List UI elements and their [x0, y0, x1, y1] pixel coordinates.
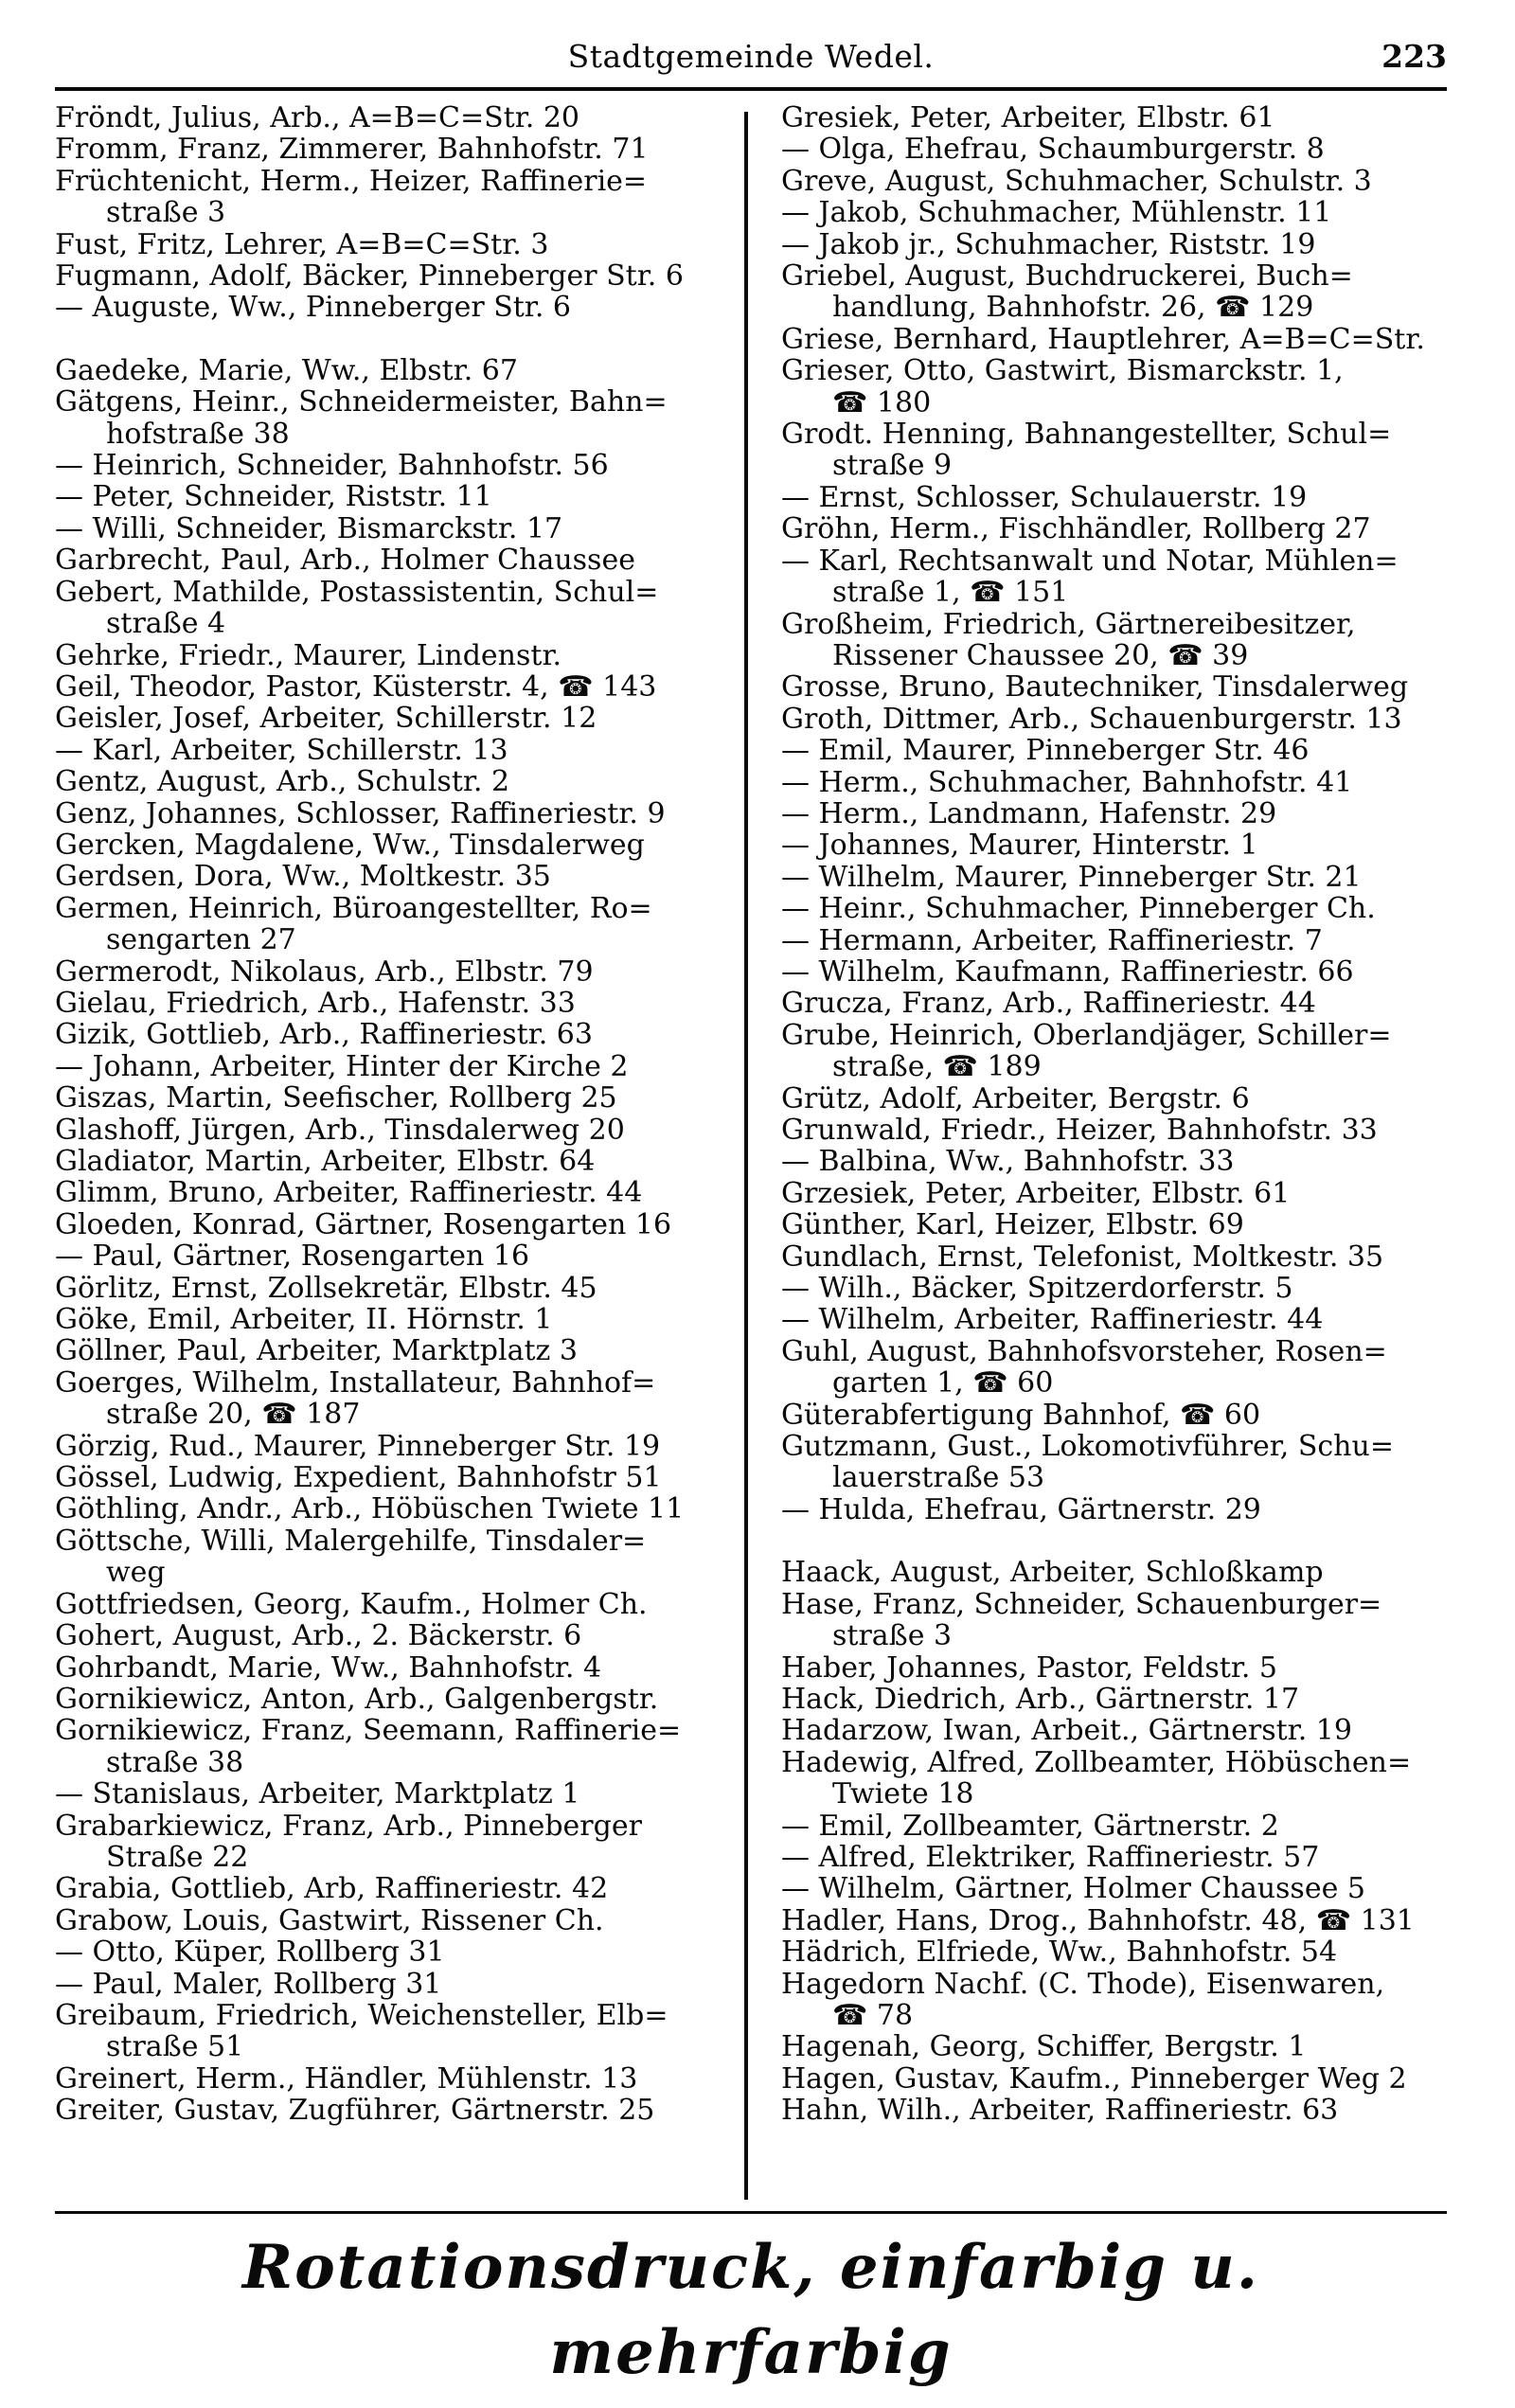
directory-entry [781, 704, 1482, 735]
entry-text: — Wilhelm, Arbeiter, Raffineriestr. 44 [781, 1303, 1324, 1337]
entry-text: Hadler, Hans, Drog., Bahnhofstr. 48, ☎ 131 [781, 1903, 1415, 1937]
entry-continuation: straße 3 [832, 1619, 953, 1653]
entry-text: Göthling, Andr., Arb., Höbüschen Twiete 11 [55, 1492, 685, 1526]
entry-text: — Hermann, Arbeiter, Raffineriestr. 7 [781, 923, 1323, 957]
entry-continuation: ☎ 180 [832, 385, 932, 419]
entry-text: — Auguste, Ww., Pinneberger Str. 6 [55, 291, 572, 325]
directory-entry [55, 829, 756, 861]
directory-entry [781, 2063, 1482, 2095]
directory-entry [55, 1273, 756, 1304]
entry-continuation: garten 1, ☎ 60 [832, 1366, 1054, 1400]
entry-text: Grabow, Louis, Gastwirt, Rissener Ch. [55, 1903, 604, 1937]
directory-entry [55, 1936, 756, 1968]
entry-text: Gladiator, Martin, Arbeiter, Elbstr. 64 [55, 1145, 596, 1178]
entry-text: Gätgens, Heinr., Schneidermeister, Bahn= [55, 385, 668, 419]
left-column [55, 102, 756, 2127]
entry-text: Fugmann, Adolf, Bäcker, Pinneberger Str. 6 [55, 259, 684, 294]
entry-text: Grabarkiewicz, Franz, Arb., Pinneberger [55, 1809, 642, 1843]
entry-text: Gohrbandt, Marie, Ww., Bahnhofstr. 4 [55, 1650, 602, 1685]
directory-entry [55, 1652, 756, 1684]
directory-entry [55, 2063, 756, 2095]
directory-entry [55, 1335, 756, 1366]
directory-entry [781, 419, 1482, 482]
directory-entry [55, 1431, 756, 1462]
directory-entry [55, 134, 756, 165]
directory-entry [55, 988, 756, 1019]
entry-text: Gornikiewicz, Anton, Arb., Galgenbergstr. [55, 1682, 659, 1716]
entry-text: Gentz, August, Arb., Schulstr. 2 [55, 765, 510, 799]
directory-entry [781, 260, 1482, 324]
directory-entry [781, 1842, 1482, 1873]
directory-entry [781, 324, 1482, 355]
entry-text: Griese, Bernhard, Hauptlehrer, A=B=C=Str. [781, 322, 1425, 356]
entry-text: Gercken, Magdalene, Ww., Tinsdalerweg [55, 828, 645, 862]
directory-entry [55, 956, 756, 988]
entry-text: Günther, Karl, Heizer, Elbstr. 69 [781, 1208, 1244, 1242]
directory-entry [781, 1209, 1482, 1240]
entry-continuation: straße 20, ☎ 187 [106, 1398, 361, 1432]
entry-text: Geil, Theodor, Pastor, Küsterstr. 4, ☎ 143 [55, 669, 657, 704]
entry-text: Grosse, Bruno, Bautechniker, Tinsdalerweg [781, 670, 1409, 705]
entry-text: — Emil, Zollbeamter, Gärtnerstr. 2 [781, 1809, 1279, 1843]
directory-entry [781, 1747, 1482, 1810]
directory-entry [781, 609, 1482, 672]
entry-text: — Wilhelm, Maurer, Pinneberger Str. 21 [781, 860, 1362, 894]
entry-text: — Johann, Arbeiter, Hinter der Kirche 2 [55, 1049, 629, 1083]
directory-entry [781, 862, 1482, 893]
right-column [781, 102, 1482, 2127]
entry-text: Fromm, Franz, Zimmerer, Bahnhofstr. 71 [55, 133, 649, 167]
entry-text: Gehrke, Friedr., Maurer, Lindenstr. [55, 638, 562, 672]
directory-entry [781, 767, 1482, 798]
entry-text: Göllner, Paul, Arbeiter, Marktplatz 3 [55, 1334, 578, 1368]
entry-text: — Wilhelm, Kaufmann, Raffineriestr. 66 [781, 954, 1354, 989]
entry-text: Güterabfertigung Bahnhof, ☎ 60 [781, 1398, 1261, 1432]
directory-entry [55, 102, 756, 134]
directory-entry [781, 513, 1482, 544]
entry-text: Hädrich, Elfriede, Ww., Bahnhofstr. 54 [781, 1935, 1338, 1970]
directory-entry [55, 703, 756, 734]
entry-text: — Stanislaus, Arbeiter, Marktplatz 1 [55, 1777, 580, 1811]
entry-text: Gottfriedsen, Georg, Kaufm., Holmer Ch. [55, 1587, 648, 1621]
entry-text: Hahn, Wilh., Arbeiter, Raffineriestr. 63 [781, 2094, 1339, 2128]
directory-entry [55, 861, 756, 892]
entry-text: — Jakob jr., Schuhmacher, Riststr. 19 [781, 227, 1316, 261]
column-divider [744, 112, 748, 2200]
entry-text: Guhl, August, Bahnhofsvorsteher, Rosen= [781, 1334, 1387, 1368]
directory-entry [781, 1873, 1482, 1904]
entry-text: — Otto, Küper, Rollberg 31 [55, 1935, 445, 1970]
entry-text: — Heinr., Schuhmacher, Pinneberger Ch. [781, 892, 1376, 926]
directory-entry [781, 482, 1482, 513]
entry-continuation: Rissener Chaussee 20, ☎ 39 [832, 638, 1249, 672]
directory-entry [781, 1936, 1482, 1968]
entry-continuation: hofstraße 38 [106, 417, 290, 451]
entry-text: Hadarzow, Iwan, Arbeit., Gärtnerstr. 19 [781, 1714, 1352, 1748]
entry-text: Gerdsen, Dora, Ww., Moltkestr. 35 [55, 860, 551, 894]
directory-entry [55, 1209, 756, 1240]
directory-entry [55, 292, 756, 323]
directory-entry [55, 577, 756, 640]
entry-text: — Hulda, Ehefrau, Gärtnerstr. 29 [781, 1492, 1261, 1526]
entry-continuation: Straße 22 [106, 1840, 249, 1874]
entry-text: Greve, August, Schuhmacher, Schulstr. 3 [781, 164, 1372, 198]
entry-text: Hase, Franz, Schneider, Schauenburger= [781, 1587, 1382, 1621]
directory-entry [781, 1431, 1482, 1494]
entry-text: — Balbina, Ww., Bahnhofstr. 33 [781, 1145, 1235, 1179]
directory-entry [781, 1684, 1482, 1715]
directory-entry [55, 1177, 756, 1208]
entry-text: Hagedorn Nachf. (C. Thode), Eisenwaren, [781, 1967, 1385, 2001]
directory-entry [781, 988, 1482, 1019]
entry-text: Gutzmann, Gust., Lokomotivführer, Schu= [781, 1430, 1394, 1464]
entry-text: Gröhn, Herm., Fischhändler, Rollberg 27 [781, 512, 1371, 546]
directory-entry [781, 1905, 1482, 1936]
entry-continuation: straße 3 [106, 196, 226, 230]
directory-entry [781, 1083, 1482, 1115]
entry-text: — Heinrich, Schneider, Bahnhofstr. 56 [55, 449, 609, 483]
entry-text: — Wilh., Bäcker, Spitzerdorferstr. 5 [781, 1272, 1293, 1306]
directory-entry [781, 1241, 1482, 1273]
directory-entry [781, 925, 1482, 956]
directory-entry [781, 1715, 1482, 1746]
entry-text: Grunwald, Friedr., Heizer, Bahnhofstr. 33 [781, 1114, 1378, 1147]
entry-text: Glimm, Bruno, Arbeiter, Raffineriestr. 44 [55, 1176, 643, 1210]
entry-text: Giszas, Martin, Seefischer, Rollberg 25 [55, 1081, 617, 1115]
directory-entry [55, 640, 756, 671]
entry-text: — Olga, Ehefrau, Schaumburgerstr. 8 [781, 133, 1325, 167]
entry-text: Göke, Emil, Arbeiter, II. Hörnstr. 1 [55, 1303, 553, 1337]
entry-text: Goerges, Wilhelm, Installateur, Bahnhof= [55, 1365, 656, 1400]
entry-continuation: ☎ 78 [832, 1998, 914, 2032]
entry-text: Groth, Dittmer, Arb., Schauenburgerstr. 13 [781, 702, 1402, 736]
directory-entry [55, 1493, 756, 1525]
entry-text: Grütz, Adolf, Arbeiter, Bergstr. 6 [781, 1081, 1250, 1115]
page-header [55, 38, 1447, 83]
directory-entry [55, 1873, 756, 1904]
entry-continuation: straße 38 [106, 1745, 244, 1779]
directory-entry [781, 1020, 1482, 1083]
entry-text: Gielau, Friedrich, Arb., Hafenstr. 33 [55, 986, 576, 1020]
directory-entry [781, 102, 1482, 134]
entry-text: Gohert, August, Arb., 2. Bäckerstr. 6 [55, 1619, 582, 1653]
entry-text: — Ernst, Schlosser, Schulauerstr. 19 [781, 480, 1308, 514]
entry-text: Früchtenicht, Herm., Heizer, Raffinerie= [55, 164, 648, 198]
entry-text: Gaedeke, Marie, Ww., Elbstr. 67 [55, 353, 518, 387]
directory-entry [55, 2095, 756, 2126]
page-number: 223 [1381, 38, 1447, 75]
entry-continuation: straße 51 [106, 2030, 244, 2064]
entry-text: Grucza, Franz, Arb., Raffineriestr. 44 [781, 987, 1316, 1021]
directory-entry [781, 134, 1482, 165]
directory-entry [55, 1051, 756, 1082]
directory-entry [55, 386, 756, 450]
directory-entry [55, 1367, 756, 1431]
entry-text: Hack, Diedrich, Arb., Gärtnerstr. 17 [781, 1682, 1300, 1716]
directory-entry [55, 1589, 756, 1620]
page-title: Stadtgemeinde Wedel. [567, 38, 935, 75]
entry-text: — Herm., Landmann, Hafenstr. 29 [781, 796, 1277, 830]
directory-entry [781, 1146, 1482, 1177]
entry-text: Hadewig, Alfred, Zollbeamter, Höbüschen= [781, 1745, 1412, 1779]
entry-text: — Wilhelm, Gärtner, Holmer Chaussee 5 [781, 1872, 1365, 1906]
directory-entry [55, 735, 756, 766]
directory-entry [781, 1273, 1482, 1304]
directory-entry [55, 513, 756, 544]
entry-text: Görzig, Rud., Maurer, Pinneberger Str. 19 [55, 1429, 661, 1463]
directory-entry [55, 450, 756, 481]
directory-entry [781, 671, 1482, 703]
directory-entry [55, 355, 756, 386]
footer-rule [55, 2211, 1447, 2214]
directory-entry [781, 1304, 1482, 1335]
entry-continuation: straße 9 [832, 449, 953, 483]
header-rule [55, 87, 1447, 91]
entry-text: Großheim, Friedrich, Gärtnereibesitzer, [781, 607, 1356, 641]
entry-text: Greiter, Gustav, Zugführer, Gärtnerstr. 25 [55, 2094, 655, 2128]
entry-text: Hagen, Gustav, Kaufm., Pinneberger Weg 2 [781, 2061, 1407, 2096]
directory-entry [55, 1019, 756, 1050]
directory-entry [55, 1684, 756, 1715]
entry-text: Glashoff, Jürgen, Arb., Tinsdalerweg 20 [55, 1113, 625, 1147]
directory-entry [781, 166, 1482, 197]
directory-entry [781, 197, 1482, 228]
entry-text: — Emil, Maurer, Pinneberger Str. 46 [781, 734, 1310, 768]
directory-entry [781, 1969, 1482, 2032]
entry-continuation: weg [106, 1556, 166, 1590]
entry-text: Hagenah, Georg, Schiffer, Bergstr. 1 [781, 2030, 1307, 2064]
directory-entry [781, 956, 1482, 988]
entry-text: — Jakob, Schuhmacher, Mühlenstr. 11 [781, 196, 1332, 230]
directory-entry [781, 1810, 1482, 1842]
entry-text: Haber, Johannes, Pastor, Feldstr. 5 [781, 1650, 1278, 1685]
entry-text: Gresiek, Peter, Arbeiter, Elbstr. 61 [781, 101, 1275, 134]
entry-text: Gizik, Gottlieb, Arb., Raffineriestr. 63 [55, 1018, 593, 1052]
section-gap [55, 324, 756, 355]
directory-entry [55, 798, 756, 829]
entry-text: Geisler, Josef, Arbeiter, Schillerstr. 12 [55, 702, 597, 736]
directory-entry [55, 544, 756, 576]
entry-text: Grzesiek, Peter, Arbeiter, Elbstr. 61 [781, 1176, 1291, 1210]
directory-entry [55, 229, 756, 260]
entry-text: Fust, Fritz, Lehrer, A=B=C=Str. 3 [55, 227, 549, 261]
entry-text: — Karl, Rechtsanwalt und Notar, Mühlen= [781, 544, 1399, 578]
entry-text: Gundlach, Ernst, Telefonist, Moltkestr. 35 [781, 1240, 1384, 1274]
entry-continuation: straße 4 [106, 607, 226, 641]
directory-entry [781, 355, 1482, 419]
entry-text: Germen, Heinrich, Büroangestellter, Ro= [55, 891, 652, 925]
directory-entry [781, 1652, 1482, 1684]
entry-text: Görlitz, Ernst, Zollsekretär, Elbstr. 45 [55, 1271, 597, 1305]
directory-entry [55, 766, 756, 797]
footer-advertisement: Rotationsdruck, einfarbig u. mehrfarbig [241, 2232, 1260, 2388]
directory-entry [781, 545, 1482, 609]
directory-entry [55, 166, 756, 229]
entry-continuation: straße 1, ☎ 151 [832, 576, 1069, 610]
entry-text: Gebert, Mathilde, Postassistentin, Schul= [55, 575, 659, 609]
entry-text: — Willi, Schneider, Bismarckstr. 17 [55, 511, 563, 545]
directory-entry [781, 1494, 1482, 1525]
directory-entry [781, 1400, 1482, 1431]
entry-text: Germerodt, Nikolaus, Arb., Elbstr. 79 [55, 954, 594, 989]
entry-text: — Paul, Maler, Rollberg 31 [55, 1967, 442, 2001]
entry-continuation: handlung, Bahnhofstr. 26, ☎ 129 [832, 291, 1314, 325]
directory-entry [55, 1905, 756, 1936]
directory-entry [55, 1778, 756, 1810]
entry-text: Haack, August, Arbeiter, Schloßkamp [781, 1556, 1324, 1590]
directory-entry [781, 2031, 1482, 2062]
entry-text: Greibaum, Friedrich, Weichensteller, Elb= [55, 1998, 668, 2032]
directory-entry [55, 893, 756, 956]
entry-text: Göttsche, Willi, Malergehilfe, Tinsdaler= [55, 1524, 647, 1558]
entry-continuation: Twiete 18 [832, 1777, 974, 1811]
entry-text: — Peter, Schneider, Riststr. 11 [55, 480, 492, 514]
entry-text: Grodt. Henning, Bahnangestellter, Schul= [781, 418, 1392, 452]
directory-entry [781, 2095, 1482, 2126]
directory-entry [55, 260, 756, 292]
directory-entry [55, 671, 756, 703]
directory-entry [781, 829, 1482, 861]
directory-entry [781, 1557, 1482, 1588]
entry-text: Gloeden, Konrad, Gärtner, Rosengarten 16 [55, 1207, 672, 1241]
entry-text: Greinert, Herm., Händler, Mühlenstr. 13 [55, 2061, 638, 2096]
directory-entry [55, 1969, 756, 2000]
directory-entry [55, 481, 756, 512]
entry-text: Grabia, Gottlieb, Arb, Raffineriestr. 42 [55, 1872, 609, 1906]
directory-entry [781, 1178, 1482, 1209]
directory-entry [55, 1304, 756, 1335]
directory-entry [781, 893, 1482, 924]
directory-entry [55, 1146, 756, 1177]
entry-text: Genz, Johannes, Schlosser, Raffineriestr. 9 [55, 796, 666, 830]
entry-text: Gornikiewicz, Franz, Seemann, Raffinerie= [55, 1714, 682, 1748]
directory-entry [781, 735, 1482, 766]
entry-text: — Johannes, Maurer, Hinterstr. 1 [781, 829, 1258, 863]
entry-text: — Herm., Schuhmacher, Bahnhofstr. 41 [781, 765, 1353, 799]
entry-continuation: lauerstraße 53 [832, 1461, 1045, 1495]
entry-text: Grieser, Otto, Gastwirt, Bismarckstr. 1, [781, 354, 1344, 388]
entry-continuation: sengarten 27 [106, 923, 296, 957]
directory-entry [55, 1525, 756, 1589]
entry-text: Grube, Heinrich, Oberlandjäger, Schiller= [781, 1018, 1392, 1052]
directory-entry [55, 2000, 756, 2063]
directory-entry [55, 1115, 756, 1146]
entry-text: — Alfred, Elektriker, Raffineriestr. 57 [781, 1840, 1320, 1874]
section-gap [781, 1525, 1482, 1557]
entry-text: Garbrecht, Paul, Arb., Holmer Chaussee [55, 544, 635, 578]
entry-text: Fröndt, Julius, Arb., A=B=C=Str. 20 [55, 101, 579, 134]
directory-entry [55, 1082, 756, 1114]
directory-entry [781, 1589, 1482, 1652]
directory-entry [55, 1462, 756, 1493]
directory-entry [781, 229, 1482, 260]
directory-entry [781, 1336, 1482, 1400]
entry-text: — Paul, Gärtner, Rosengarten 16 [55, 1240, 530, 1274]
entry-text: Griebel, August, Buchdruckerei, Buch= [781, 259, 1353, 294]
directory-entry [55, 1240, 756, 1272]
entry-continuation: straße, ☎ 189 [832, 1050, 1042, 1084]
directory-entry [55, 1715, 756, 1778]
directory-entry [781, 798, 1482, 829]
entry-text: Gössel, Ludwig, Expedient, Bahnhofstr 51 [55, 1461, 662, 1495]
directory-entry [781, 1115, 1482, 1146]
directory-entry [55, 1620, 756, 1651]
entry-text: — Karl, Arbeiter, Schillerstr. 13 [55, 733, 508, 767]
directory-entry [55, 1810, 756, 1874]
